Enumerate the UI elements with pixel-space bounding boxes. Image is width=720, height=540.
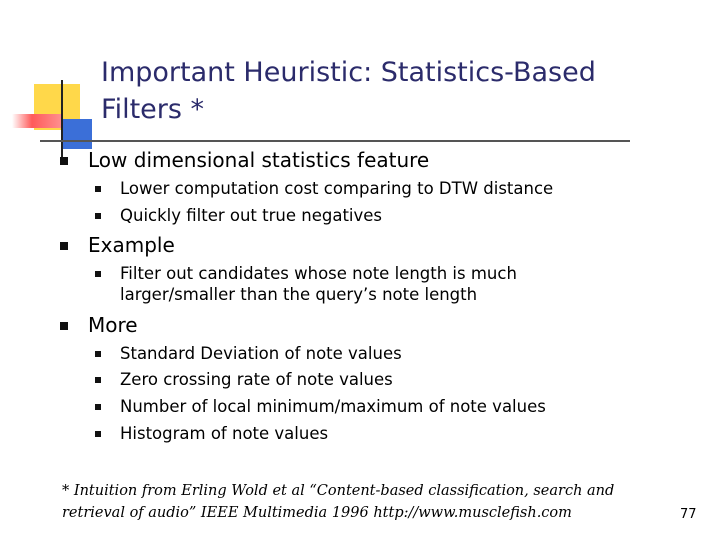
square-bullet-icon <box>60 157 68 165</box>
slide-title-line-2: Filters * <box>101 94 205 125</box>
sub-bullet: Quickly filter out true negatives <box>120 206 383 225</box>
square-bullet-icon <box>60 322 68 330</box>
decorative-red-bar <box>12 114 62 128</box>
footnote-line-2: retrieval of audio” IEEE Multimedia 1996 http://www.musclefish.com <box>62 505 572 521</box>
slide-title <box>101 54 661 128</box>
square-bullet-icon <box>95 377 101 383</box>
square-bullet-icon <box>95 431 101 437</box>
footnote-line-1: * Intuition from Erling Wold et al “Content-based classification, search and <box>62 483 615 499</box>
square-bullet-icon <box>95 404 101 410</box>
sub-bullet: Filter out candidates whose note length is much <box>120 264 517 283</box>
title-underline <box>40 140 630 142</box>
sub-bullet-continuation: larger/smaller than the query’s note length <box>120 285 478 304</box>
sub-bullet: Number of local minimum/maximum of note values <box>120 397 546 416</box>
square-bullet-icon <box>95 351 101 357</box>
square-bullet-icon <box>95 186 101 192</box>
sub-bullet: Lower computation cost comparing to DTW distance <box>120 179 554 198</box>
page-number: 77 <box>680 507 697 522</box>
square-bullet-icon <box>95 271 101 277</box>
decorative-vertical-line <box>61 80 63 160</box>
bullet-more: More <box>88 313 138 337</box>
sub-bullet: Standard Deviation of note values <box>120 344 402 363</box>
bullet-low-dimensional: Low dimensional statistics feature <box>88 148 430 172</box>
slide-title-line-1: Important Heuristic: Statistics-Based <box>101 57 596 88</box>
footnote <box>62 480 642 524</box>
sub-bullet: Zero crossing rate of note values <box>120 370 393 389</box>
sub-bullet: Histogram of note values <box>120 424 329 443</box>
decorative-blue-square <box>62 119 92 149</box>
square-bullet-icon <box>95 213 101 219</box>
square-bullet-icon <box>60 242 68 250</box>
bullet-example: Example <box>88 233 175 257</box>
